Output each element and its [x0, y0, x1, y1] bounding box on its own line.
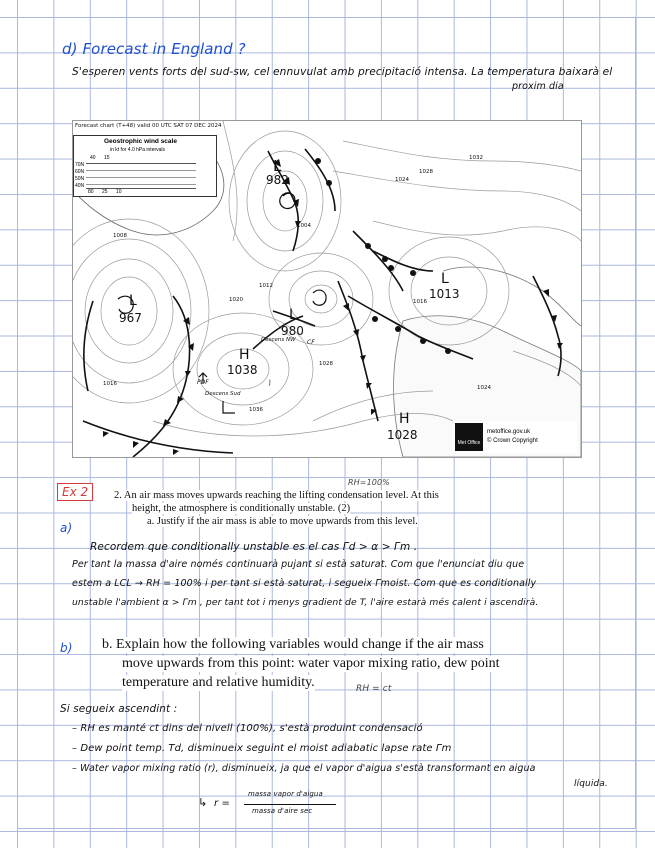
wind-scale-bot-80: 80: [88, 189, 94, 195]
metoffice-logo-block: [453, 421, 577, 453]
isobar-label-1020: 1020: [229, 297, 243, 303]
part-a-label: a): [60, 521, 73, 535]
wind-scale-lat-40: 40N: [75, 183, 85, 189]
q2b-line-1: b. Explain how the following variables would change if the air mass: [102, 637, 484, 652]
low1-value: 982: [266, 173, 289, 187]
isobar-label-1028: 1028: [419, 169, 433, 175]
forecast-chart: [72, 120, 582, 458]
heading-d: d) Forecast in England ?: [62, 40, 246, 58]
isobar-label-1036: 1036: [249, 407, 263, 413]
wind-scale-subtitle: in kt for 4.0 hPa intervals: [110, 147, 166, 153]
answer-d-line-1: S'esperen vents forts del sud-sw, cel ennuvulat amb precipitació intensa. La temperatura baixarà el: [72, 66, 613, 78]
formula-label: r =: [214, 798, 230, 809]
metoffice-copyright: © Crown Copyright: [487, 438, 538, 444]
handwritten-descens-nw: Descens NW: [261, 337, 296, 343]
low4-L: L: [441, 271, 449, 287]
answer-d-line-2: proxim dia: [512, 81, 564, 92]
low3-L: L: [289, 307, 297, 323]
front-annotation-j: J: [269, 379, 271, 386]
metoffice-url: metoffice.gov.uk: [487, 429, 531, 435]
answer-a-line-1: Recordem que conditionally unstable es el cas Γd > α > Γm .: [90, 541, 418, 553]
formula-fraction-bar: [244, 804, 336, 805]
high1-H: H: [239, 347, 250, 363]
front-annotation-pdf: PDF: [197, 379, 209, 386]
formula-arrow: ↳: [198, 796, 208, 809]
isobar-label-1028b: 1028: [319, 361, 333, 367]
isobar-label-1008: 1008: [113, 233, 127, 239]
isobar-label-1024: 1024: [395, 177, 409, 183]
wind-scale-top-15: 15: [104, 155, 110, 161]
wind-scale-top-40: 40: [90, 155, 96, 161]
q2a-text: a. Justify if the air mass is able to move upwards from this level.: [147, 516, 418, 527]
handwritten-descens-sud: Descens Sud: [205, 391, 241, 397]
isobar-label-1024b: 1024: [477, 385, 491, 391]
chart-header: Forecast chart (T+48) valid 00 UTC SAT 07 DEC 2024: [75, 123, 222, 129]
isobar-label-1032: 1032: [469, 155, 483, 161]
formula-block: [198, 790, 378, 822]
high1-value: 1038: [227, 363, 258, 377]
isobar-label-1004: 1004: [297, 223, 311, 229]
answer-a-line-2: Per tant la massa d'aire només continuarà pujant si està saturat. Com que l'enunciat diu que: [72, 559, 525, 570]
wind-scale-grid: [86, 163, 196, 189]
isobar-label-1016: 1016: [413, 299, 427, 305]
wind-scale-lat-50: 50N: [75, 176, 85, 182]
wind-scale-title: Geostrophic wind scale: [104, 138, 177, 145]
q2b-line-3: temperature and relative humidity.: [122, 675, 315, 690]
wind-scale-bot-25: 25: [102, 189, 108, 195]
q2b-line-2: move upwards from this point: water vapor mixing ratio, dew point: [122, 656, 500, 671]
isobar-label-1012: 1012: [259, 283, 273, 289]
high2-H: H: [399, 411, 410, 427]
part-b-label: b): [60, 641, 73, 655]
answer-b-item-3: – Water vapor mixing ratio (r), disminueix, ja que el vapor d'aigua s'està transformant en aigua: [72, 763, 536, 774]
low4-value: 1013: [429, 287, 460, 301]
answer-b-item-3-cont: líquida.: [574, 779, 608, 789]
rh-note: RH=100%: [348, 478, 390, 487]
wind-scale-lat-70: 70N: [75, 162, 85, 168]
low2-L: L: [129, 293, 137, 309]
answer-a-line-4: unstable l'ambient α > Γm , per tant tot i menys gradient de T, l'aire estarà més calent i ascendirà.: [72, 597, 539, 608]
answer-b-item-1: – RH es manté ct dins del nivell (100%), s'està produint condensació: [72, 723, 423, 734]
answer-b-item-2: – Dew point temp. Td, disminueix seguint el moist adiabatic lapse rate Γm: [72, 743, 452, 754]
metoffice-logo-text: Met Office: [457, 440, 481, 446]
q2-text-line-1: 2. An air mass moves upwards reaching the lifting condensation level. At this: [114, 490, 439, 501]
ex2-tag: Ex 2: [57, 483, 93, 501]
formula-denominator: massa d'aire sec: [252, 807, 313, 815]
wind-scale-bot-10: 10: [116, 189, 122, 195]
metoffice-logo-icon: [455, 423, 483, 451]
answer-b-intro: Si segueix ascendint :: [60, 703, 178, 715]
answer-a-line-3: estem a LCL → RH = 100% i per tant si està saturat, i segueix Γmoist. Com que es conditionally: [72, 578, 537, 589]
low1-L: L: [273, 157, 282, 175]
rh-ct-note: RH = ct: [356, 684, 392, 694]
wind-scale-lat-60: 60N: [75, 169, 85, 175]
low3-value: 980: [281, 324, 304, 338]
low2-value: 967: [119, 311, 142, 325]
isobar-label-1016b: 1016: [103, 381, 117, 387]
high2-value: 1028: [387, 428, 418, 442]
wind-scale-box: [73, 135, 217, 197]
front-annotation-cf: CF: [307, 339, 315, 346]
q2-text-line-2: height, the atmosphere is conditionally unstable. (2): [132, 503, 351, 514]
formula-numerator: massa vapor d'aigua: [248, 790, 323, 798]
